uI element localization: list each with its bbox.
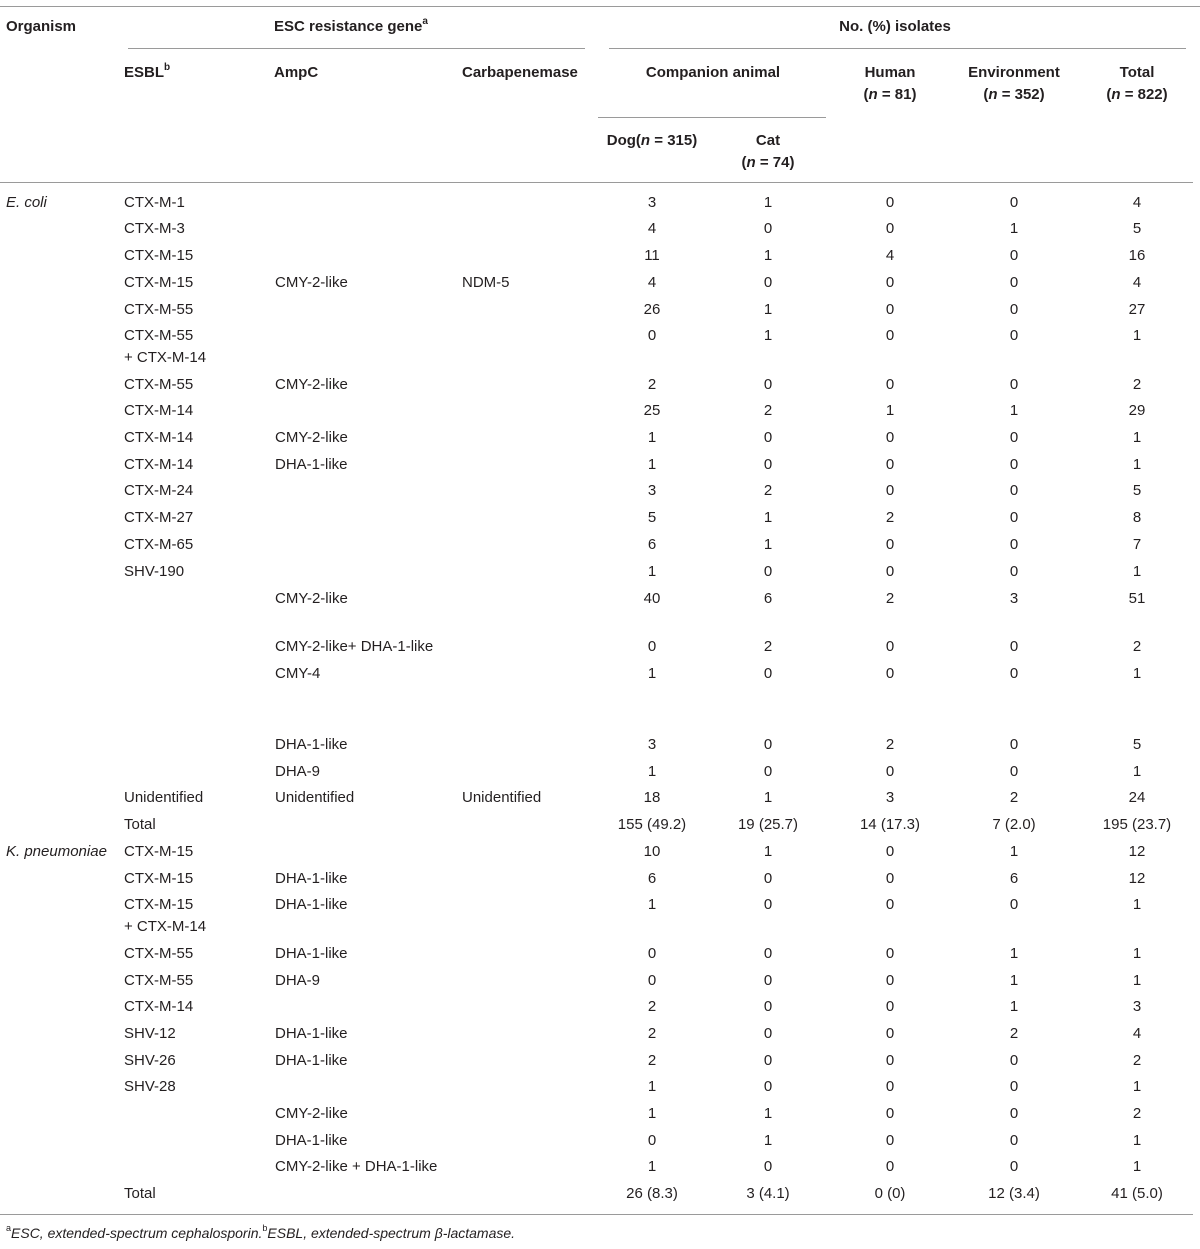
cell-dog: 11	[644, 247, 660, 264]
header-ampc: AmpC	[274, 64, 319, 81]
cell-env: 1	[1009, 843, 1019, 860]
header-cat: Cat (n = 74)	[741, 132, 795, 171]
cell-cat: 2	[763, 638, 773, 655]
cell-ampc: CMY-2-like	[275, 1105, 348, 1122]
cell-cat: 1	[763, 509, 773, 526]
cell-human: 0	[885, 665, 895, 682]
cell-cat: 0	[763, 1158, 773, 1175]
cell-cat: 0	[763, 1078, 773, 1095]
cell-human: 3	[885, 789, 895, 806]
cell-total: 1	[1132, 972, 1142, 989]
cell-env: 2	[1009, 789, 1019, 806]
cell-dog: 40	[643, 590, 661, 607]
footnote: $^a$ESC, extended-spectrum cephalosporin.$^b$ESBL, extended-spectrum β-lactamase.	[6, 1223, 516, 1241]
cell-env: 0	[1009, 1158, 1019, 1175]
cell-human: 14 (17.3)	[859, 816, 921, 833]
cell-dog: 1	[647, 1158, 657, 1175]
cell-esbl: CTX-M-15	[124, 896, 194, 913]
cell-cat: 1	[763, 194, 773, 211]
cell-ampc: DHA-1-like	[275, 945, 348, 962]
cell-total: 41 (5.0)	[1111, 1185, 1163, 1202]
cell-ampc: CMY-2-like	[275, 590, 348, 607]
cell-esbl: CTX-M-15	[124, 274, 194, 291]
cell-env: 0	[1009, 429, 1019, 446]
cell-env: 0	[1009, 896, 1019, 913]
cell-total: 7	[1132, 536, 1142, 553]
cell-dog: 1	[647, 429, 657, 446]
cell-dog: 6	[647, 536, 657, 553]
cell-total: 1	[1132, 665, 1142, 682]
cell-env: 1	[1009, 402, 1019, 419]
cell-esbl-continued: + CTX-M-14	[124, 918, 207, 935]
cell-ampc: CMY-2-like	[275, 429, 348, 446]
cell-total: 4	[1132, 194, 1142, 211]
header-dog: Dog(n = 315)	[606, 132, 698, 149]
cell-env: 0	[1009, 274, 1019, 291]
cell-cat: 0	[763, 736, 773, 753]
cell-human: 0	[885, 429, 895, 446]
cell-dog: 0	[647, 972, 657, 989]
cell-env: 0	[1009, 1052, 1019, 1069]
cell-human: 1	[885, 402, 895, 419]
cell-dog: 0	[647, 1132, 657, 1149]
cell-dog: 2	[647, 1025, 657, 1042]
cell-human: 0	[885, 482, 895, 499]
header-environment: Environment (n = 352)	[968, 64, 1060, 103]
bottom-rule	[0, 1214, 1193, 1215]
cell-total: 4	[1132, 274, 1142, 291]
cell-ampc: Unidentified	[275, 789, 355, 806]
header-human: Human (n = 81)	[863, 64, 917, 103]
cell-cat: 1	[763, 327, 773, 344]
cell-env: 0	[1009, 194, 1019, 211]
cell-cat: 1	[763, 536, 773, 553]
cell-dog: 10	[643, 843, 661, 860]
cell-total: 1	[1132, 896, 1142, 913]
cell-cat: 0	[763, 456, 773, 473]
cell-ampc: DHA-1-like	[275, 1132, 348, 1149]
cell-total: 1	[1132, 563, 1142, 580]
cell-esbl: SHV-28	[124, 1078, 176, 1095]
cell-ampc: CMY-2-like	[275, 376, 348, 393]
cell-esbl: CTX-M-55	[124, 945, 194, 962]
cell-env: 0	[1009, 563, 1019, 580]
cell-dog: 4	[647, 274, 657, 291]
cell-dog: 0	[647, 327, 657, 344]
cell-env: 1	[1009, 998, 1019, 1015]
cell-cat: 0	[763, 563, 773, 580]
cell-dog: 2	[647, 376, 657, 393]
cell-human: 0	[885, 1025, 895, 1042]
cell-human: 0	[885, 1105, 895, 1122]
header-carbapenemase: Carbapenemase	[462, 64, 578, 81]
cell-esbl: CTX-M-55	[124, 376, 194, 393]
cell-human: 0	[885, 563, 895, 580]
cell-human: 0	[885, 972, 895, 989]
cell-dog: 1	[647, 1078, 657, 1095]
cell-human: 0	[885, 1132, 895, 1149]
cell-env: 0	[1009, 1078, 1019, 1095]
cell-cat: 19 (25.7)	[737, 816, 799, 833]
cell-total: 1	[1132, 1158, 1142, 1175]
cell-cat: 1	[763, 1105, 773, 1122]
cell-esbl: CTX-M-55	[124, 301, 194, 318]
cell-esbl: CTX-M-65	[124, 536, 194, 553]
cell-ampc: DHA-1-like	[275, 456, 348, 473]
cell-esbl: CTX-M-15	[124, 247, 194, 264]
cell-esbl: CTX-M-14	[124, 429, 194, 446]
cell-ampc: DHA-1-like	[275, 736, 348, 753]
cell-esbl: SHV-190	[124, 563, 185, 580]
cell-total: 5	[1132, 736, 1142, 753]
cell-ampc: DHA-1-like	[275, 1025, 348, 1042]
cell-total: 2	[1132, 1105, 1142, 1122]
cell-total: 29	[1128, 402, 1146, 419]
cell-human: 0	[885, 945, 895, 962]
cell-esbl: Total	[124, 1185, 156, 1202]
cell-human: 0	[885, 220, 895, 237]
header-organism: Organism	[6, 18, 77, 35]
cell-cat: 0	[763, 896, 773, 913]
cell-esbl: CTX-M-55	[124, 972, 194, 989]
cell-total: 5	[1132, 482, 1142, 499]
cell-env: 0	[1009, 736, 1019, 753]
cell-human: 0	[885, 870, 895, 887]
cell-dog: 18	[643, 789, 661, 806]
cell-total: 1	[1132, 763, 1142, 780]
header-no-isolates: No. (%) isolates	[839, 18, 951, 35]
cell-esbl: SHV-26	[124, 1052, 176, 1069]
cell-esbl: CTX-M-24	[124, 482, 194, 499]
cell-total: 2	[1132, 376, 1142, 393]
cell-total: 3	[1132, 998, 1142, 1015]
cell-dog: 1	[647, 456, 657, 473]
cell-cat: 3 (4.1)	[746, 1185, 790, 1202]
cell-ampc: DHA-9	[275, 763, 321, 780]
cell-esbl: Total	[124, 816, 156, 833]
cell-total: 4	[1132, 1025, 1142, 1042]
cell-cat: 2	[763, 402, 773, 419]
cell-total: 1	[1132, 429, 1142, 446]
cell-human: 0	[885, 274, 895, 291]
cell-human: 0	[885, 327, 895, 344]
cell-esbl: CTX-M-1	[124, 194, 185, 211]
cell-human: 0	[885, 456, 895, 473]
cell-human: 4	[885, 247, 895, 264]
cell-env: 0	[1009, 482, 1019, 499]
cell-human: 0	[885, 194, 895, 211]
cell-cat: 6	[763, 590, 773, 607]
cell-human: 0	[885, 843, 895, 860]
cell-cat: 1	[763, 301, 773, 318]
cell-cat: 1	[763, 789, 773, 806]
cell-cat: 0	[763, 1052, 773, 1069]
cell-total: 195 (23.7)	[1102, 816, 1172, 833]
cell-human: 0	[885, 376, 895, 393]
cell-env: 0	[1009, 327, 1019, 344]
cell-total: 16	[1128, 247, 1146, 264]
cell-env: 0	[1009, 247, 1019, 264]
cell-dog: 1	[647, 665, 657, 682]
cell-human: 0	[885, 301, 895, 318]
cell-cat: 2	[763, 482, 773, 499]
cell-env: 0	[1009, 456, 1019, 473]
cell-dog: 1	[647, 1105, 657, 1122]
cell-carb: NDM-5	[462, 274, 510, 291]
cell-human: 0	[885, 763, 895, 780]
cell-ampc: CMY-4	[275, 665, 321, 682]
cell-carb: Unidentified	[462, 789, 542, 806]
cell-env: 0	[1009, 763, 1019, 780]
cell-dog: 3	[647, 482, 657, 499]
cell-total: 1	[1132, 1078, 1142, 1095]
cell-env: 0	[1009, 665, 1019, 682]
cell-human: 0	[885, 1078, 895, 1095]
cell-esbl: Unidentified	[124, 789, 204, 806]
cell-org: E. coli	[6, 194, 47, 211]
cell-esbl: CTX-M-14	[124, 998, 194, 1015]
cell-esbl: CTX-M-14	[124, 456, 194, 473]
header-esc-gene: ESC resistance gene$^a$	[274, 16, 428, 35]
cell-cat: 0	[763, 665, 773, 682]
isolates-underline	[609, 48, 1186, 49]
cell-total: 51	[1128, 590, 1146, 607]
cell-dog: 5	[647, 509, 657, 526]
cell-cat: 0	[763, 429, 773, 446]
cell-total: 1	[1132, 456, 1142, 473]
cell-dog: 2	[647, 1052, 657, 1069]
cell-cat: 0	[763, 945, 773, 962]
cell-dog: 1	[647, 563, 657, 580]
cell-ampc: CMY-2-like + DHA-1-like	[275, 1158, 438, 1175]
cell-esbl: CTX-M-27	[124, 509, 194, 526]
cell-total: 1	[1132, 327, 1142, 344]
cell-dog: 1	[647, 896, 657, 913]
cell-cat: 0	[763, 972, 773, 989]
cell-dog: 3	[647, 736, 657, 753]
cell-env: 0	[1009, 301, 1019, 318]
cell-dog: 0	[647, 945, 657, 962]
cell-ampc: CMY-2-like+ DHA-1-like	[275, 638, 434, 655]
cell-esbl: CTX-M-55	[124, 327, 194, 344]
cell-dog: 2	[647, 998, 657, 1015]
cell-env: 0	[1009, 536, 1019, 553]
cell-dog: 26	[643, 301, 661, 318]
cell-cat: 1	[763, 1132, 773, 1149]
cell-cat: 0	[763, 1025, 773, 1042]
cell-env: 1	[1009, 945, 1019, 962]
cell-human: 0	[885, 1158, 895, 1175]
cell-env: 6	[1009, 870, 1019, 887]
cell-env: 0	[1009, 1132, 1019, 1149]
cell-env: 2	[1009, 1025, 1019, 1042]
cell-total: 12	[1128, 870, 1146, 887]
companion-underline	[598, 117, 826, 118]
header-total: Total (n = 822)	[1106, 64, 1168, 103]
cell-dog: 6	[647, 870, 657, 887]
cell-esbl: CTX-M-3	[124, 220, 185, 237]
cell-ampc: DHA-1-like	[275, 1052, 348, 1069]
cell-ampc: CMY-2-like	[275, 274, 348, 291]
cell-total: 27	[1128, 301, 1146, 318]
cell-cat: 0	[763, 220, 773, 237]
cell-total: 12	[1128, 843, 1146, 860]
cell-env: 0	[1009, 1105, 1019, 1122]
top-rule	[0, 6, 1200, 7]
cell-human: 0	[885, 536, 895, 553]
cell-esbl: CTX-M-15	[124, 870, 194, 887]
cell-dog: 1	[647, 763, 657, 780]
cell-env: 0	[1009, 376, 1019, 393]
cell-env: 0	[1009, 509, 1019, 526]
cell-dog: 3	[647, 194, 657, 211]
cell-total: 2	[1132, 1052, 1142, 1069]
cell-ampc: DHA-1-like	[275, 870, 348, 887]
cell-cat: 0	[763, 376, 773, 393]
cell-cat: 0	[763, 998, 773, 1015]
cell-human: 2	[885, 736, 895, 753]
header-esbl: ESBL$^b$	[124, 62, 171, 81]
cell-human: 0	[885, 998, 895, 1015]
header-rule	[0, 182, 1193, 183]
cell-esbl: SHV-12	[124, 1025, 176, 1042]
cell-env: 1	[1009, 972, 1019, 989]
cell-org: K. pneumoniae	[6, 843, 107, 860]
cell-human: 0 (0)	[874, 1185, 906, 1202]
cell-env: 1	[1009, 220, 1019, 237]
cell-total: 1	[1132, 945, 1142, 962]
cell-esbl-continued: + CTX-M-14	[124, 349, 207, 366]
cell-human: 0	[885, 1052, 895, 1069]
cell-human: 2	[885, 590, 895, 607]
cell-total: 1	[1132, 1132, 1142, 1149]
cell-cat: 0	[763, 870, 773, 887]
cell-dog: 4	[647, 220, 657, 237]
cell-human: 2	[885, 509, 895, 526]
cell-cat: 0	[763, 763, 773, 780]
cell-human: 0	[885, 638, 895, 655]
cell-env: 0	[1009, 638, 1019, 655]
header-companion-animal: Companion animal	[645, 64, 781, 81]
cell-cat: 1	[763, 247, 773, 264]
cell-cat: 0	[763, 274, 773, 291]
cell-ampc: DHA-9	[275, 972, 321, 989]
cell-dog: 26 (8.3)	[626, 1185, 678, 1202]
cell-env: 3	[1009, 590, 1019, 607]
cell-env: 12 (3.4)	[988, 1185, 1040, 1202]
esc-gene-underline	[128, 48, 585, 49]
cell-total: 8	[1132, 509, 1142, 526]
cell-human: 0	[885, 896, 895, 913]
cell-dog: 155 (49.2)	[617, 816, 687, 833]
cell-total: 2	[1132, 638, 1142, 655]
cell-dog: 25	[643, 402, 661, 419]
cell-ampc: DHA-1-like	[275, 896, 348, 913]
cell-dog: 0	[647, 638, 657, 655]
cell-total: 5	[1132, 220, 1142, 237]
cell-esbl: CTX-M-14	[124, 402, 194, 419]
cell-esbl: CTX-M-15	[124, 843, 194, 860]
cell-total: 24	[1128, 789, 1146, 806]
cell-cat: 1	[763, 843, 773, 860]
cell-env: 7 (2.0)	[992, 816, 1036, 833]
